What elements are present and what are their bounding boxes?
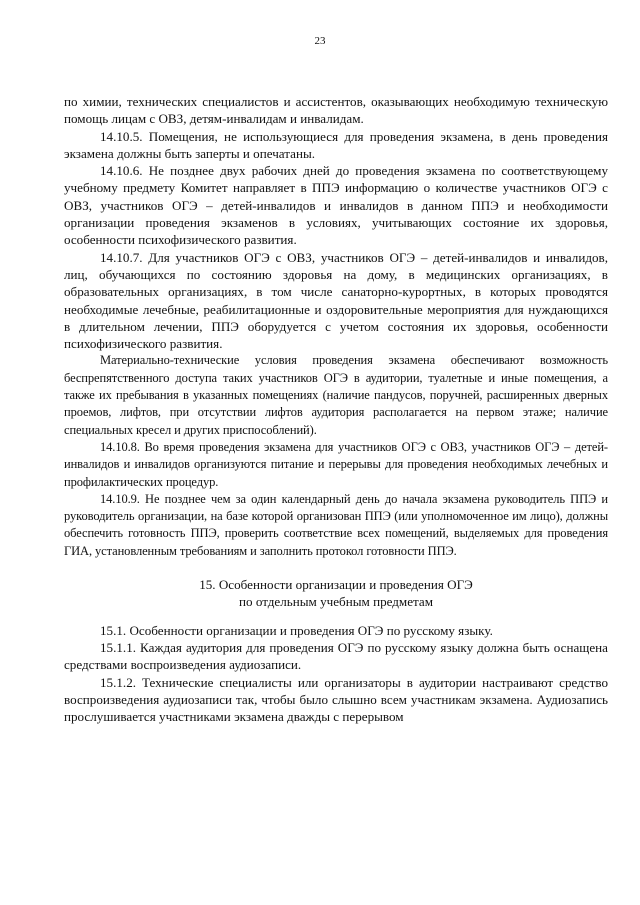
paragraph: по химии, технических специалистов и ассистентов, оказывающих необходимую техническую помощь лицам с ОВЗ, детям-инвалидам и инвалидам. (64, 94, 608, 127)
paragraph: 14.10.6. Не позднее двух рабочих дней до проведения экзамена по соответствующему учебному предмету Комитет направляет в ППЭ информацию о количестве участников ОГЭ с ОВЗ, участников ОГЭ – детей-инвалидов и инвалидов в данном ППЭ и необходимости организации проведения экзаменов в условиях, учитывающих состояние их здоровья, особенности психофизического развития. (64, 163, 608, 248)
paragraph: 15.1.1. Каждая аудитория для проведения ОГЭ по русскому языку должна быть оснащена средствами воспроизведения аудиозаписи. (64, 639, 608, 673)
paragraph: 14.10.5. Помещения, не использующиеся для проведения экзамена, в день проведения экзамена должны быть заперты и опечатаны. (64, 128, 608, 161)
paragraph: 15.1.2. Технические специалисты или организаторы в аудитории настраивают средство воспроизведения аудиозаписи так, чтобы было слышно всем участникам экзамена. Аудиозапись прослушивается участниками экзамена дважды с перерывом (64, 674, 608, 725)
section-heading (64, 576, 608, 611)
paragraph: 14.10.7. Для участников ОГЭ с ОВЗ, участников ОГЭ – детей-инвалидов и инвалидов, лиц, обучающихся по состоянию здоровья на дому, в медицинских организациях, в образовательных организациях, в том числе санаторно-курортных, в которых проводятся необходимые лечебные, реабилитационные и оздоровительные мероприятия для нуждающихся в длительном лечении, ППЭ оборудуется с учетом состояния их здоровья, особенности психофизического развития. (64, 249, 608, 352)
paragraph: 15.1. Особенности организации и проведения ОГЭ по русскому языку. (100, 622, 493, 638)
paragraph: 14.10.8. Во время проведения экзамена для участников ОГЭ с ОВЗ, участников ОГЭ – детей-инвалидов и инвалидов организуются питание и перерывы для проведения необходимых лечебных и профилактических процедур. (64, 439, 608, 489)
section-heading-line: по отдельным учебным предметам (239, 594, 433, 610)
section-heading-line: 15. Особенности организации и проведения ОГЭ (199, 577, 473, 593)
paragraph: 14.10.9. Не позднее чем за один календарный день до начала экзамена руководитель ППЭ и руководитель организации, на базе которой организован ППЭ (или уполномоченное им лицо), должны обеспечить готовность ППЭ, проверить соответствие всех помещений, выделяемых для проведения ГИА, установленным требованиям и заполнить протокол готовности ППЭ. (64, 491, 608, 558)
page-number: 23 (314, 35, 326, 47)
paragraph: Материально-технические условия проведения экзамена обеспечивают возможность беспрепятственного доступа таких участников ОГЭ в аудитории, туалетные и иные помещения, а также их пребывания в указанных помещениях (наличие пандусов, поручней, расширенных дверных проемов, лифтов, при отсутствии лифтов аудитория располагается на первом этаже; наличие специальных кресел и других приспособлений). (64, 353, 608, 437)
document-body (64, 93, 608, 725)
